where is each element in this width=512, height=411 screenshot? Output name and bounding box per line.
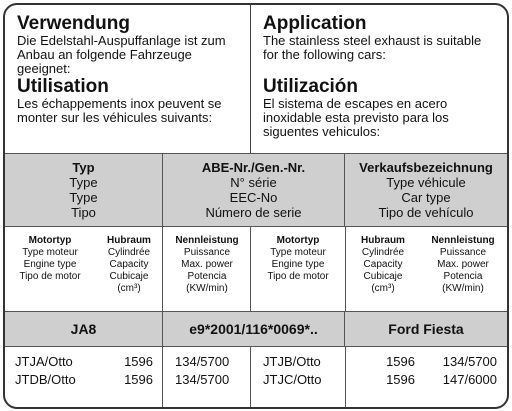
usage-english-text-1: The stainless steel exhaust is suitable xyxy=(263,33,482,48)
usage-german-title: Verwendung xyxy=(17,13,130,34)
table-subheader xyxy=(5,227,507,311)
subheader-line: Tipo de motor xyxy=(19,271,81,282)
subheader-line: Engine type xyxy=(271,259,325,270)
subheader-nennleistung-b xyxy=(421,235,505,295)
subheader-hubraum-a xyxy=(97,235,161,295)
vehicle-band xyxy=(5,311,507,347)
header-typ-title: Typ xyxy=(72,160,95,175)
subheader-line: Type moteur xyxy=(22,247,78,258)
header-typ-line-2: Type xyxy=(69,190,98,205)
row-2-power-a: 134/5700 xyxy=(175,372,230,387)
subheader-line: (KW/min) xyxy=(186,283,228,294)
header-abe-line-2: EEC-No xyxy=(229,190,278,205)
usage-spanish-title: Utilización xyxy=(263,76,359,97)
subheader-line: Cubicaje xyxy=(363,271,403,282)
header-typ xyxy=(5,154,162,226)
usage-german-text-1: Die Edelstahl-Auspuffanlage ist zum xyxy=(17,33,226,48)
usage-spanish-text-1: El sistema de escapes en acero xyxy=(263,96,448,111)
subheader-line: Capacity xyxy=(363,259,403,270)
subheader-line: Max. power xyxy=(181,259,233,270)
usage-section xyxy=(5,5,507,153)
usage-french-title: Utilisation xyxy=(17,76,109,97)
subheader-line: Potencia xyxy=(187,271,227,282)
row-1-cc-b: 1596 xyxy=(386,354,415,369)
header-verkauf-title: Verkaufsbezeichnung xyxy=(359,160,493,175)
subheader-divider xyxy=(162,227,163,311)
subheader-line: Tipo de motor xyxy=(267,271,329,282)
header-abe-title: ABE-Nr./Gen.-Nr. xyxy=(201,160,306,175)
row-divider xyxy=(345,347,346,407)
row-1-engine-b: JTJB/Otto xyxy=(263,354,321,369)
subheader-line: Cubicaje xyxy=(109,271,149,282)
subheader-line: Cylindrée xyxy=(107,247,151,258)
usage-spanish-text-2: inoxidable esta previsto para los xyxy=(263,110,449,125)
usage-divider xyxy=(250,5,251,153)
row-2-engine-b: JTJC/Otto xyxy=(263,372,322,387)
subheader-line: Cylindrée xyxy=(361,247,405,258)
usage-spanish-text-3: siguentes vehiculos: xyxy=(263,124,381,139)
header-verkauf-line-2: Car type xyxy=(401,190,451,205)
subheader-line: (cm³) xyxy=(371,283,395,294)
subheader-divider xyxy=(345,227,346,311)
usage-french-text-2: monter sur les véhicules suivants: xyxy=(17,110,213,125)
header-verkauf-line-3: Tipo de vehículo xyxy=(378,205,474,220)
subheader-title: Motortyp xyxy=(276,235,320,246)
usage-english-title: Application xyxy=(263,13,367,34)
row-2-cc-a: 1596 xyxy=(124,372,153,387)
usage-english-text-2: for the following cars: xyxy=(263,47,386,62)
subheader-line: Potencia xyxy=(443,271,483,282)
header-verkauf xyxy=(345,154,507,226)
header-typ-line-3: Tipo xyxy=(71,205,96,220)
subheader-title: Motortyp xyxy=(28,235,72,246)
row-2-engine-a: JTDB/Otto xyxy=(15,372,76,387)
row-2-power-b: 147/6000 xyxy=(442,372,497,387)
subheader-line: Max. power xyxy=(437,259,489,270)
row-1-cc-a: 1596 xyxy=(124,354,153,369)
subheader-motortyp-a xyxy=(7,235,93,283)
row-1-power-b: 134/5700 xyxy=(442,354,497,369)
subheader-line: Engine type xyxy=(23,259,77,270)
vehicle-application-card xyxy=(3,3,509,409)
row-2-cc-b: 1596 xyxy=(386,372,415,387)
vehicle-typ: JA8 xyxy=(70,321,97,337)
usage-spanish xyxy=(263,76,503,139)
subheader-motortyp-b xyxy=(253,235,343,283)
usage-german-text-2: Anbau an folgende Fahrzeuge geeignet: xyxy=(17,47,192,76)
header-abe-line-3: Número de serie xyxy=(205,205,302,220)
subheader-line: Capacity xyxy=(109,259,149,270)
table-header-band xyxy=(5,153,507,227)
row-divider xyxy=(162,347,163,407)
usage-french-text-1: Les échappements inox peuvent se xyxy=(17,96,222,111)
row-1-power-a: 134/5700 xyxy=(175,354,230,369)
subheader-line: (KW/min) xyxy=(442,283,484,294)
row-1-engine-a: JTJA/Otto xyxy=(15,354,73,369)
subheader-hubraum-b xyxy=(348,235,418,295)
subheader-line: (cm³) xyxy=(117,283,141,294)
subheader-divider xyxy=(250,227,251,311)
subheader-title: Hubraum xyxy=(107,235,151,246)
header-typ-line-1: Type xyxy=(69,175,98,190)
engine-rows xyxy=(5,347,507,407)
header-verkauf-line-1: Type véhicule xyxy=(386,175,466,190)
vehicle-abe-number: e9*2001/116*0069*.. xyxy=(162,312,345,346)
header-abe xyxy=(162,154,345,226)
subheader-title: Nennleistung xyxy=(431,235,495,246)
usage-english xyxy=(263,13,503,62)
subheader-line: Type moteur xyxy=(270,247,326,258)
vehicle-name: Ford Fiesta xyxy=(388,321,464,337)
row-divider xyxy=(250,347,251,407)
subheader-title: Hubraum xyxy=(361,235,405,246)
subheader-title: Nennleistung xyxy=(175,235,239,246)
subheader-nennleistung-a xyxy=(165,235,249,295)
subheader-line: Puissance xyxy=(439,247,487,258)
header-abe-line-1: N° série xyxy=(230,175,277,190)
usage-french xyxy=(17,76,247,125)
usage-german xyxy=(17,13,247,76)
subheader-line: Puissance xyxy=(183,247,231,258)
